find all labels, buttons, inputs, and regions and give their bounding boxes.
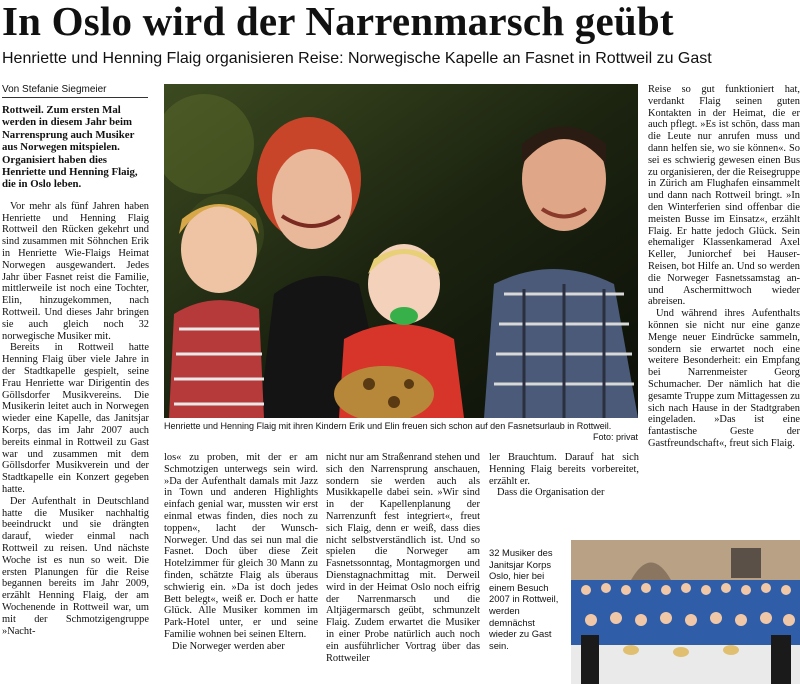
body-paragraph: Bereits in Rottweil hatte Henning Flaig über viele Jahre in der Stadtkapelle gespielt, seine Frau Henriette war Dirigentin des Göllsdorfer Musikvereins. Die Musikerin leitet auch in Norwegen wieder eine Kapelle, das Janitsjar Korps, das im Jahr 2007 auch bereits einmal in Rottweil zu Gast war und zusammen mit dem Göllsdorfer Musikverein und der Stadtkapelle ein Konzert gegeben hatte. [2,342,149,495]
body-paragraph: ler Brauchtum. Darauf hat sich Henning Flaig bereits vorbereitet, erzählt er. [489,452,639,487]
body-paragraph: Und während ihres Aufenthalts können sie nicht nur eine ganze Menge neuer Eindrücke sammeln, sondern sie erwartet noch eine weitere Besonderheit: ein Empfang bei Narrenmeister Georg Schumacher. Der nämlich hat die gesamte Truppe zum Mittagessen zu sich nach Hause in der Stadtgraben eingeladen. »Das ist eine fantastische Geste der Gastfreundschaft«, freut sich Flaig. [648,308,800,449]
subheadline: Henriette und Henning Flaig organisieren Reise: Norwegische Kapelle an Fasnet in Rottweil zu Gast [2,50,712,67]
body-paragraph: los« zu proben, mit der er am Schmotzigen unterwegs sein wird. »Da der Aufenthalt damals mit Jazz in Town und anderen Highlights einfach genial war, mussten wir erst einmal etwas finden, dies noch zu toppen«, lacht der Wunsch-Norweger. Und das sei nun mal die Fasnet. Doch über diese Zeit Hotelzimmer für gleich 30 Mann zu finden, schätzte Flaig als überaus schwierig ein. »Da ist doch jedes Bett belegt«, weiß er. Doch er hatte Glück. Alle Musiker kommen im Park-Hotel unter, er und seine Familie wohnen bei seinen Eltern. [164,452,318,640]
photo-credit: Foto: privat [592,432,638,442]
body-paragraph: Der Aufenthalt in Deutschland hatte die Musiker nachhaltig beeindruckt und sie drängten darauf, wieder einmal nach Rottweil zu reisen. Und nächste Woche ist es nun so weit. Die ersten Planungen für die Reise begannen bereits im Jahr 2009, erzählt Henning Flaig, der am Wochenende in Rottweil war, um mit der Schmotzigengruppe »Nacht- [2,495,149,637]
family-photo [164,84,638,418]
article-column-3 [326,452,480,684]
photo-caption-main [164,421,638,442]
lead-paragraph: Rottweil. Zum ersten Mal werden in diesem Jahr beim Narrensprung auch Musiker aus Norwegen mitspielen. Organisiert haben dies Henriette und Henning Flaig, die in Oslo leben. [2,104,138,191]
body-paragraph: Die Norweger werden aber [172,640,285,652]
body-paragraph: nicht nur am Straßenrand stehen und sich den Narrensprung anschauen, sondern sie werden auch als Musikkapelle dabei sein. »Wir sind in der Kapellenplanung der Narrenzunft fest integriert«, freut sich Flaig, denn er weiß, dass dies nicht selbstverständlich ist. Und so spielen die Norweger am Fasnetssonntag, Montagmorgen und Dienstagnachmittag mit. Derweil wird in der Heimat Oslo noch eifrig der Narrenmarsch und die Altjägermarsch geübt, schmunzelt Flaig. Zudem erwartet die Musiker in einer Probe natürlich auch noch ein ausführlicher Vortrag über das Rottweiler [326,452,480,664]
caption-text: Henriette und Henning Flaig mit ihren Kindern Erik und Elin freuen sich schon auf den Fasnetsurlaub in Rottweil. [164,421,612,431]
body-paragraph: Vor mehr als fünf Jahren haben Henriette und Henning Flaig Rottweil den Rücken gekehrt und sind zusammen mit Söhnchen Erik in Henriette Wie-Flaigs Heimat Norwegen ausgewandert. Jedes Jahr über Fasnet reist die Familie, mittlerweile ist noch eine Tochter, Elin, hinzugekommen, nach Rottweil. Und dieses Jahr bringen sie auch gleich noch 32 norwegische Musiker mit. [2,200,149,342]
byline: Von Stefanie Siegmeier [2,83,148,98]
body-paragraph: Reise so gut funktioniert hat, verdankt Flaig seinen guten Kontakten in der Heimat, die er auch pflegt. »Es ist schön, dass man die Leute nur anrufen muss und dann helfen sie, wo sie können«. So sei es schwierig gewesen einen Bus zu organisieren, der die Reisegruppe in Zürich am Flughafen einsammelt und dann nach Rottweil bringt. »In den Winterferien sind offenbar die meisten Busse im Einsatz«, erzählt Flaig. Er hatte jedoch Glück. Sein ehemaliger Klassenkamerad Axel Keller, Juniorchef bei Hauser-Reisen, bot Hilfe an. Und so werden die Norweger Fasnetssamstag an- und Aschermittwoch wieder abreisen. [648,84,800,308]
photo-caption-band: 32 Musiker des Janitsjar Korps Oslo, hier bei einem Besuch 2007 in Rottweil, werden demnächst wieder zu Gast sein. [489,547,559,651]
article-column-1 [2,104,149,684]
article-column-5 [648,84,800,504]
headline: In Oslo wird der Narrenmarsch geübt [2,0,674,44]
body-paragraph: Dass die Organisation der [497,487,605,499]
band-photo [571,540,800,684]
article-column-4 [489,452,639,532]
article-column-2 [164,452,318,684]
